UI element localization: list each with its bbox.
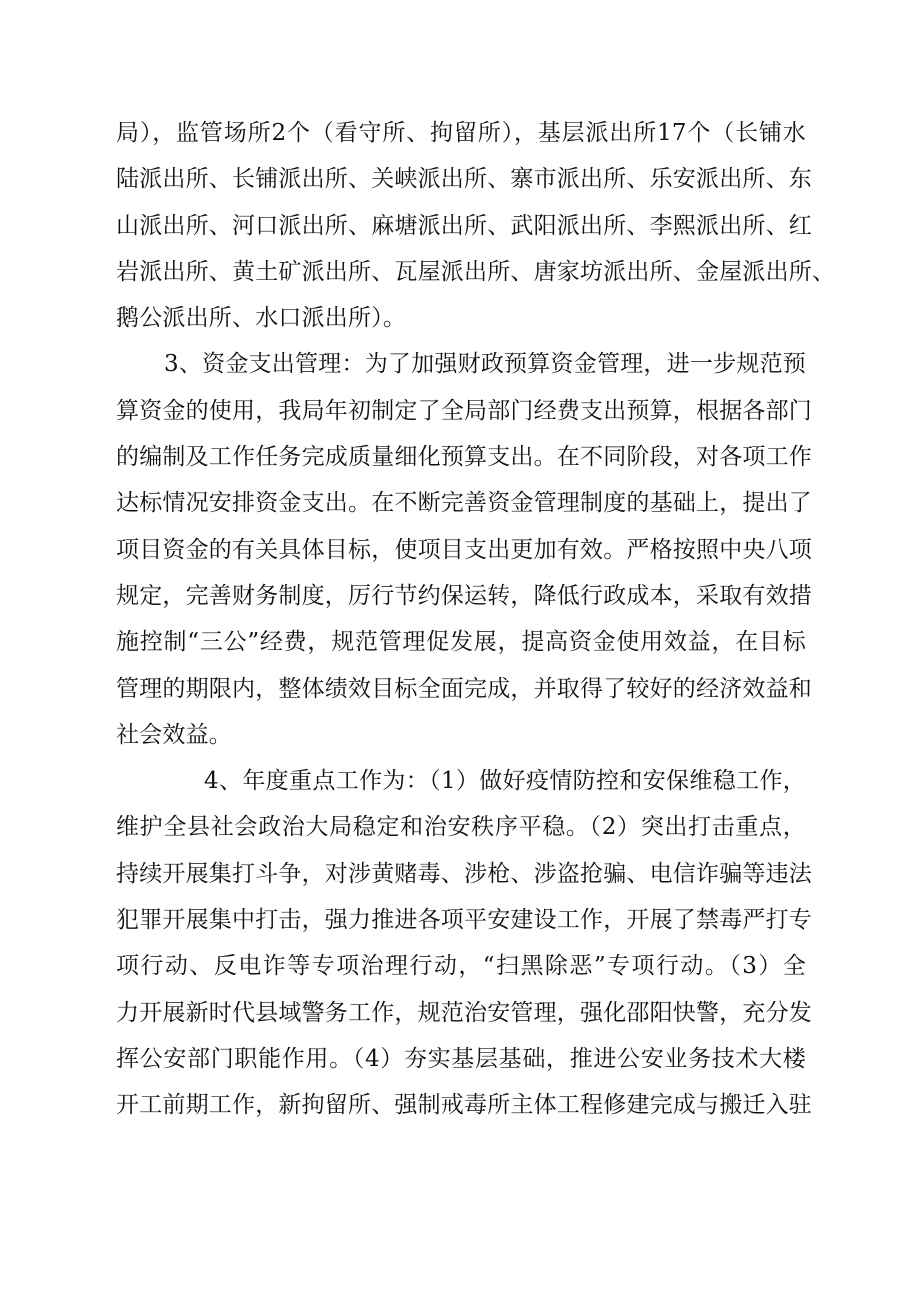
document-body: [116, 110, 836, 1129]
paragraph-line: 规定，完善财务制度，厉行节约保运转，降低行政成本，采取有效措: [116, 582, 812, 609]
paragraph-line: 施控制“三公”经费，规范管理促发展，提高资金使用效益，在目标: [116, 629, 806, 656]
paragraph-line: 开工前期工作，新拘留所、强制戒毒所主体工程修建完成与搬迁入驻: [116, 1092, 812, 1119]
paragraph-line: 局），监管场所2个（看守所、拘留所），基层派出所17个（长铺水: [116, 120, 806, 146]
paragraph-line: 力开展新时代县域警务工作，规范治安管理，强化邵阳快警，充分发: [116, 999, 812, 1026]
paragraph-line: 3、资金支出管理：为了加强财政预算资金管理，进一步规范预: [164, 351, 806, 378]
paragraph-line: 算资金的使用，我局年初制定了全局部门经费支出预算，根据各部门: [116, 397, 812, 424]
paragraph-line: 山派出所、河口派出所、麻塘派出所、武阳派出所、李熙派出所、红: [116, 212, 812, 239]
paragraph-line: 陆派出所、长铺派出所、关峡派出所、寨市派出所、乐安派出所、东: [116, 166, 812, 193]
paragraph-line: 岩派出所、黄土矿派出所、瓦屋派出所、唐家坊派出所、金屋派出所、: [116, 258, 836, 285]
paragraph-line: 犯罪开展集中打击，强力推进各项平安建设工作，开展了禁毒严打专: [116, 907, 812, 934]
paragraph-line: 管理的期限内，整体绩效目标全面完成，并取得了较好的经济效益和: [116, 675, 812, 702]
paragraph-line: 达标情况安排资金支出。在不断完善资金管理制度的基础上，提出了: [116, 490, 812, 517]
paragraph-line: 项目资金的有关具体目标，使项目支出更加有效。严格按照中央八项: [116, 536, 812, 563]
paragraph-line: 项行动、反电诈等专项治理行动，“扫黑除恶”专项行动。（3）全: [116, 953, 806, 980]
paragraph-line: 的编制及工作任务完成质量细化预算支出。在不同阶段，对各项工作: [116, 444, 812, 471]
paragraph-line: 挥公安部门职能作用。（4）夯实基层基础，推进公安业务技术大楼: [116, 1045, 806, 1072]
paragraph-line: 4、年度重点工作为：（1）做好疫情防控和安保维稳工作，: [204, 768, 806, 795]
paragraph-line: 维护全县社会政治大局稳定和治安秩序平稳。（2）突出打击重点，: [116, 814, 806, 841]
paragraph-line: 持续开展集打斗争，对涉黄赌毒、涉枪、涉盗抢骗、电信诈骗等违法: [116, 860, 812, 887]
paragraph-line: 社会效益。: [116, 721, 232, 748]
paragraph-line: 鹅公派出所、水口派出所）。: [116, 305, 407, 332]
